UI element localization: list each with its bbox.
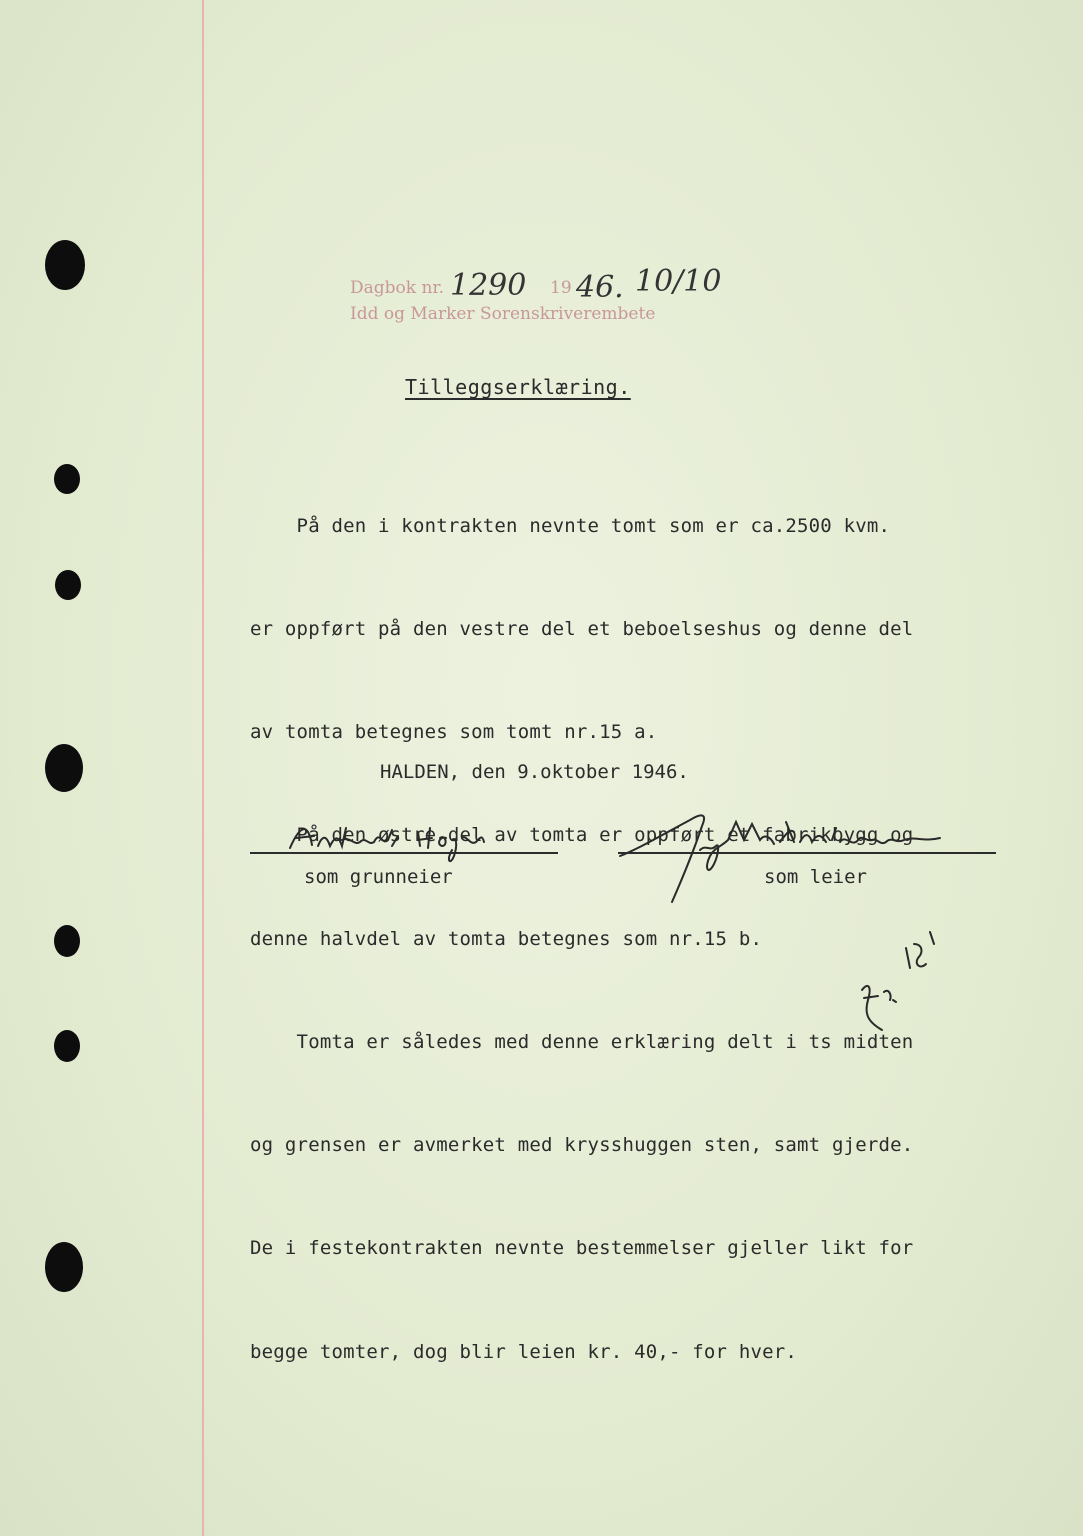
body-line: er oppført på den vestre del et beboelseshus og denne del bbox=[250, 618, 914, 641]
signature-line-left bbox=[250, 852, 558, 854]
body-line: begge tomter, dog blir leien kr. 40,- for hver. bbox=[250, 1340, 798, 1363]
body-line: av tomta betegnes som tomt nr.15 a. bbox=[250, 721, 658, 744]
signature-left bbox=[290, 828, 484, 861]
entry-number: 1290 bbox=[450, 268, 527, 303]
body-line: De i festekontrakten nevnte bestemmelser gjeller likt for bbox=[250, 1237, 914, 1260]
role-grunneier: som grunneier bbox=[304, 866, 453, 888]
stamp-label: Dagbok nr. bbox=[350, 278, 445, 298]
role-leier: som leier bbox=[764, 866, 867, 888]
stamp-year-prefix: 19 bbox=[550, 278, 572, 298]
stamp-office: Idd og Marker Sorenskriverembete bbox=[350, 304, 656, 324]
body-line: og grensen er avmerket med krysshuggen sten, samt gjerde. bbox=[250, 1134, 914, 1157]
body-line: På den østre del av tomta er oppført et fabrikbygg og bbox=[250, 824, 914, 847]
body-line: På den i kontrakten nevnte tomt som er ca.2500 kvm. bbox=[250, 514, 891, 537]
signature-line-right bbox=[618, 852, 996, 854]
body-line: Tomta er således med denne erklæring delt i ts midten bbox=[250, 1030, 914, 1053]
stamp-date: 10/10 bbox=[635, 264, 722, 299]
document-title: Tilleggserklæring. bbox=[405, 375, 631, 399]
signature-right bbox=[620, 815, 940, 902]
annotation-mark bbox=[862, 932, 934, 1030]
body-line: denne halvdel av tomta betegnes som nr.15 b. bbox=[250, 927, 763, 950]
place-date: HALDEN, den 9.oktober 1946. bbox=[380, 761, 689, 783]
stamp-year: 46. bbox=[576, 270, 624, 305]
